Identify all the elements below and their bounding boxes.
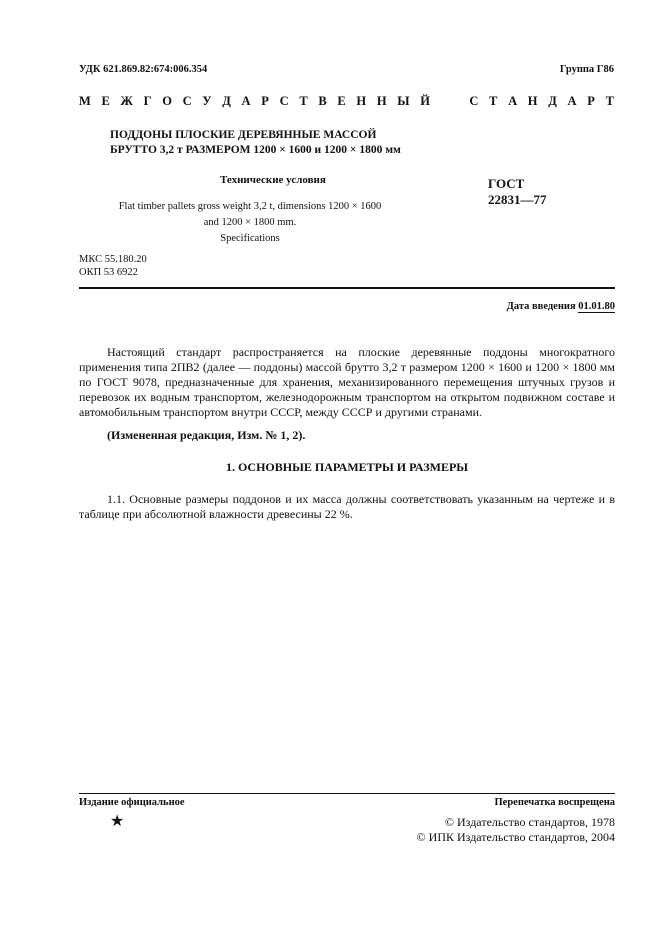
footer-divider (79, 793, 615, 794)
english-title-line-3: Specifications (220, 233, 280, 244)
banner-letter: С (182, 94, 192, 108)
banner-letter: Р (261, 94, 269, 108)
banner-letter: Т (489, 94, 498, 108)
banner-letter: А (508, 94, 518, 108)
title-line-2: БРУТТО 3,2 т РАЗМЕРОМ 1200 × 1600 и 1200 × 1800 мм (110, 144, 401, 156)
english-title (100, 199, 400, 247)
banner-letter: Ж (120, 94, 133, 108)
interstate-standard-banner (79, 94, 614, 109)
banner-letter: Т (605, 94, 614, 108)
official-edition-label: Издание официальное (79, 797, 185, 808)
banner-letter: Й (420, 94, 430, 108)
banner-letter: С (469, 94, 479, 108)
banner-letter: Д (548, 94, 557, 108)
banner-letter: А (241, 94, 251, 108)
classification-codes (79, 253, 147, 279)
banner-letter: С (279, 94, 289, 108)
gost-designation (488, 176, 568, 208)
introduction-date (507, 301, 615, 312)
mks-code: МКС 55.180.20 (79, 254, 147, 265)
banner-letter: А (567, 94, 577, 108)
copyright-line-2: © ИПК Издательство стандартов, 2004 (416, 830, 615, 844)
banner-letter: Е (101, 94, 110, 108)
document-subtitle: Технические условия (220, 174, 326, 186)
document-title (110, 128, 440, 158)
banner-letter: В (318, 94, 327, 108)
gost-label: ГОСТ (488, 176, 525, 191)
banner-letter: Е (337, 94, 346, 108)
copyright-block (417, 815, 615, 845)
section-heading: 1. ОСНОВНЫЕ ПАРАМЕТРЫ И РАЗМЕРЫ (225, 460, 469, 474)
udk-code: УДК 621.869.82:674:006.354 (79, 64, 208, 75)
banner-letter: Н (356, 94, 367, 108)
gost-number: 22831—77 (488, 192, 547, 207)
banner-gap (441, 94, 459, 109)
header-divider (79, 287, 615, 289)
star-icon: ★ (110, 813, 125, 830)
reprint-prohibited-label: Перепечатка воспрещена (494, 797, 615, 808)
banner-letter: М (79, 94, 91, 108)
banner-letter: Г (143, 94, 152, 108)
copyright-line-1: © Издательство стандартов, 1978 (444, 815, 615, 829)
okp-code: ОКП 53 6922 (79, 267, 138, 278)
english-title-line-2: and 1200 × 1800 mm. (203, 217, 297, 228)
date-label: Дата введения (506, 301, 576, 312)
clause-1-1-paragraph: 1.1. Основные размеры поддонов и их масса должны соответствовать указанным на чертеже и в таблице при абсолютной влажности древесины 22 %. (79, 492, 615, 521)
title-line-1: ПОДДОНЫ ПЛОСКИЕ ДЕРЕВЯННЫЕ МАССОЙ (110, 129, 377, 141)
banner-letter: У (202, 94, 212, 108)
banner-letter: Н (376, 94, 387, 108)
banner-letter: Д (222, 94, 231, 108)
banner-letter: Р (587, 94, 595, 108)
date-value: 01.01.80 (578, 301, 615, 312)
banner-letter: Т (299, 94, 308, 108)
banner-letter: Н (527, 94, 538, 108)
edition-note: (Измененная редакция, Изм. № 1, 2). (107, 428, 306, 442)
group-code: Группа Г86 (559, 64, 614, 75)
banner-letter: Ы (397, 94, 410, 108)
english-title-line-1: Flat timber pallets gross weight 3,2 t, dimensions 1200 × 1600 (118, 201, 382, 212)
banner-letter: О (162, 94, 172, 108)
scope-paragraph: Настоящий стандарт распространяется на плоские деревянные поддоны многократного применения типа 2ПВ2 (далее — поддоны) массой брутто 3,2 т размером 1200 × 1600 и 1200 × 1800 мм по ГОСТ 9078, предназначенные для хранения, механизированного перемещения штучных грузов и перевозок их водным транспортом, железнодорожным транспортом на открытом подвижном составе и автомобильным транспортом внутри СССР, между СССР и другими странами. (79, 345, 615, 419)
